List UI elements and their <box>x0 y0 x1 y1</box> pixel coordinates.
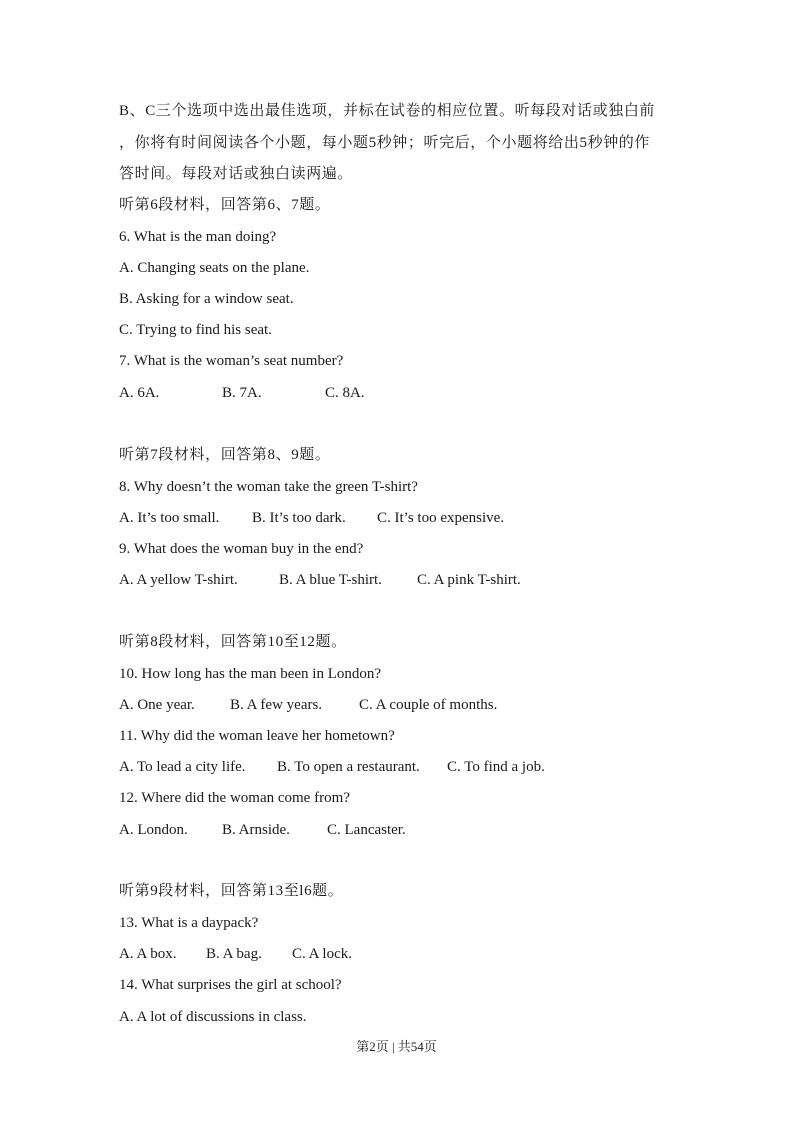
question-option: B. It’s too dark. <box>252 510 346 526</box>
question-option: C. Lancaster. <box>327 822 406 838</box>
question-option: C. A couple of months. <box>359 697 498 713</box>
option-row <box>119 944 352 964</box>
question-stem: 12. Where did the woman come from? <box>119 790 350 806</box>
option-row <box>119 570 521 590</box>
page-footer: 第2页 | 共54页 <box>356 1039 437 1054</box>
instruction-line: 答时间。每段对话或独白读两遍。 <box>119 166 354 182</box>
question-option: A. London. <box>119 822 188 838</box>
question-stem: 8. Why doesn’t the woman take the green T-shirt? <box>119 479 418 495</box>
question-option: A. A lot of discussions in class. <box>119 1009 307 1025</box>
instruction-line: ，你将有时间阅读各个小题，每小题5秒钟；听完后，个小题将给出5秒钟的作 <box>119 135 651 151</box>
question-option: C. Trying to find his seat. <box>119 322 272 338</box>
question-stem: 10. How long has the man been in London? <box>119 666 382 682</box>
question-option: C. It’s too expensive. <box>377 510 505 526</box>
question-option: B. Asking for a window seat. <box>119 291 294 307</box>
option-row <box>119 695 497 715</box>
question-stem: 14. What surprises the girl at school? <box>119 977 342 993</box>
question-stem: 7. What is the woman’s seat number? <box>119 353 344 369</box>
question-option: B. A blue T-shirt. <box>279 572 382 588</box>
section-heading: 听第9段材料，回答第13至l6题。 <box>119 883 344 899</box>
question-option: B. To open a restaurant. <box>277 759 420 775</box>
question-option: A. One year. <box>119 697 195 713</box>
question-option: B. A bag. <box>206 946 262 962</box>
question-option: A. 6A. <box>119 385 160 401</box>
question-option: B. Arnside. <box>222 822 290 838</box>
question-stem: 11. Why did the woman leave her hometown? <box>119 728 395 744</box>
question-option: C. A pink T-shirt. <box>417 572 521 588</box>
section-heading: 听第7段材料，回答第8、9题。 <box>119 447 331 463</box>
instruction-line: B、C三个选项中选出最佳选项，并标在试卷的相应位置。听每段对话或独白前 <box>119 103 656 119</box>
question-option: A. It’s too small. <box>119 510 220 526</box>
question-option: C. A lock. <box>292 946 353 962</box>
question-stem: 6. What is the man doing? <box>119 229 277 245</box>
section-heading: 听第8段材料，回答第10至12题。 <box>119 634 347 650</box>
question-option: B. 7A. <box>222 385 262 401</box>
question-option: A. A box. <box>119 946 177 962</box>
question-option: A. A yellow T-shirt. <box>119 572 238 588</box>
option-row <box>119 383 365 403</box>
question-option: C. To find a job. <box>447 759 545 775</box>
question-stem: 9. What does the woman buy in the end? <box>119 541 364 557</box>
question-option: A. To lead a city life. <box>119 759 246 775</box>
question-option: A. Changing seats on the plane. <box>119 260 310 276</box>
question-option: C. 8A. <box>325 385 365 401</box>
question-stem: 13. What is a daypack? <box>119 915 259 931</box>
option-row <box>119 508 504 528</box>
option-row <box>119 757 545 777</box>
section-heading: 听第6段材料，回答第6、7题。 <box>119 197 331 213</box>
option-row <box>119 820 406 840</box>
question-option: B. A few years. <box>230 697 323 713</box>
